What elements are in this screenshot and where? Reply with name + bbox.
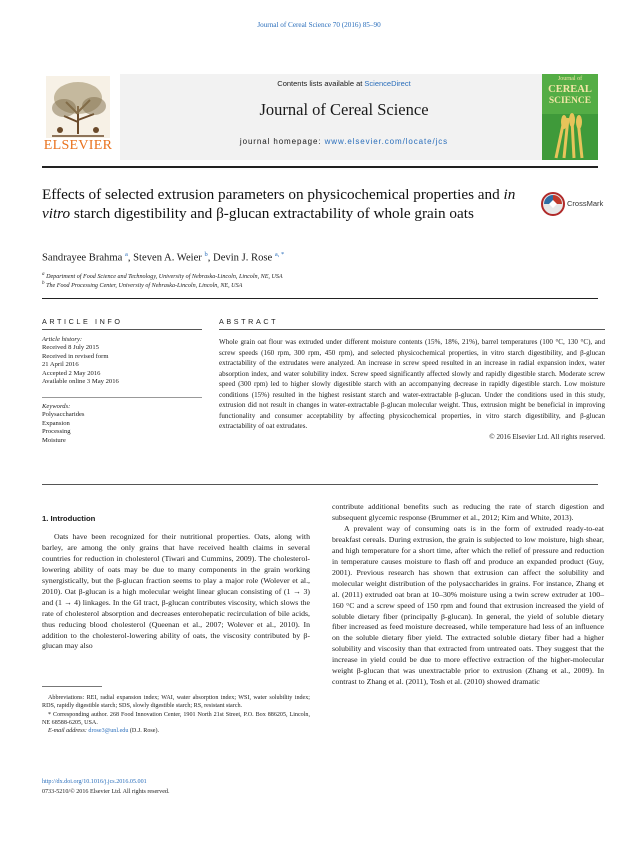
history-line: 21 April 2016 [42,361,79,369]
footnote-corresponding: * Corresponding author. 268 Food Innovation Center, 1901 North 21st Street, P.O. Box 886205, Lincoln, NE 68588-6205, USA. [42,711,310,726]
author-affiliation-mark[interactable]: b [204,251,208,258]
publisher-logo [42,74,114,160]
homepage-link[interactable]: www.elsevier.com/locate/jcs [324,137,449,146]
title-part-2: in vitro [42,186,516,223]
publisher-wordmark: ELSEVIER [43,138,113,153]
contents-line [120,79,568,88]
abstract-text: Whole grain oat flour was extruded under different moisture contents (15%, 18%, 21%), barrel temperatures (100 °C, 130 °C), and screw speeds (160 rpm, 300 rpm, 450 rpm), and selected physicochemical properties, in vitro starch digestibility, and β-glucan extractability of the extrudates were analyzed. An increase in screw speed resulted in an increase in radial expansion index, water absorption index, and water solubility index. Screw speed significantly affected slowly and rapidly digestible starch. Moderate screw speed (300 rpm) led to higher slowly digestible starch with an accompanying decrease in rapidly digestible starch. Low moisture conditions (15%) resulted in the highest resistant starch and water-extractable β-glucan. Under the conditions used in this study, extrusion did not result in changes in water-extractable β-glucan molecular weight. Thus, extrusion might be beneficial in improving functionality and consumer acceptability by affecting physicochemical properties, in vitro starch digestibility, and β-glucan extractability of oat extrudates. [219,338,605,430]
issn-line: 0733-5210/© 2016 Elsevier Ltd. All rights reserved. [42,789,170,795]
article-title [42,185,532,224]
article-info-heading: ARTICLE INFO [42,317,123,326]
article-info-rule [42,329,202,330]
crossmark-badge[interactable] [541,190,604,218]
keywords-block [42,403,84,445]
keyword: Expansion [42,419,70,427]
abstract-rule [219,329,605,330]
crossmark-icon [541,192,565,216]
footnote-rule [42,686,102,687]
cover-line-2: CEREAL [548,84,592,95]
history-line: Received 8 July 2015 [42,344,99,352]
journal-masthead [42,74,598,160]
crossmark-label: CrossMark [567,199,604,208]
homepage-line [120,137,568,146]
journal-cover [542,74,598,160]
history-line: Accepted 2 May 2016 [42,369,101,377]
doi-link[interactable]: http://dx.doi.org/10.1016/j.jcs.2016.05.001 [42,779,147,785]
keyword: Polysaccharides [42,411,85,419]
left-column [42,514,310,652]
affiliation-text: Department of Food Science and Technology, University of Nebraska-Lincoln, Lincoln, NE, USA [46,274,283,281]
header-rule [42,298,598,299]
masthead-center [120,74,568,160]
intro-paragraph-continuation: contribute additional benefits such as reducing the rate of starch digestion and subsequent glycemic response (Brummer et al., 2012; Kim and White, 2013). [332,502,604,522]
footnote-email-line [42,727,310,735]
history-line: Received in revised form [42,352,109,360]
author-list: Sandrayee Brahma $^a$, Steven A. Weier $^b$, Devin J. Rose $^{a, *}$ [42,251,285,264]
intro-paragraph-1: Oats have been recognized for their nutritional properties. Oats, along with barley, are among the only grains that have received health claims in several countries for reduction in cholesterol (Tiwari and Cummins, 2009). The cholesterol-lowering ability of oats may be due to many components in the grain working synergistically, but the β-glucan fraction seems to play a major role (Wolever et al., 2010). Oat β-glucan is a high molecular weight linear glucan consisting of (1 → 3) and (1 → 4) linkages. In the GI tract, β-glucan contributes viscosity, which slows the rate of cholesterol absorption and decreases enterohepatic recirculation of bile acids, thus reducing blood cholesterol (Queenan et al., 2007; Wolever et al., 2010). In addition to the cholesterol-lowering ability of oats, the viscosity contributed by β-glucan may also [42,531,310,651]
journal-name: Journal of Cereal Science [259,100,429,119]
author-affiliation-mark[interactable]: a, * [274,251,285,258]
article-history [42,336,119,386]
author-name: Devin J. Rose [213,252,273,264]
footnote-abbreviations: Abbreviations: REI, radial expansion index; WAI, water absorption index; WSI, water solubility index; RDS, rapidly digestible starch; SDS, slowly digestible starch; RS, resistant starch. [42,695,310,710]
history-line: Available online 3 May 2016 [42,378,119,386]
sciencedirect-link[interactable]: ScienceDirect [364,79,411,88]
title-part-1: Effects of selected extrusion parameters on physicochemical properties and [42,186,504,203]
abstract-body [219,337,605,442]
abstract-copyright: © 2016 Elsevier Ltd. All rights reserved. [489,432,605,441]
keyword: Processing [42,428,71,436]
footnotes [42,694,310,735]
author-affiliation-mark[interactable]: a [124,251,128,258]
abstract-heading: ABSTRACT [219,317,279,326]
email-link[interactable]: drose3@unl.edu [88,728,129,735]
right-column [332,502,604,688]
title-part-3: starch digestibility and β-glucan extractability of whole grain oats [70,205,474,223]
cover-line-3: SCIENCE [548,96,592,106]
running-head[interactable]: Journal of Cereal Science 70 (2016) 85–90 [257,21,381,29]
keywords-rule [42,397,202,398]
affiliation-a [42,271,283,280]
email-suffix: (D.J. Rose). [128,728,160,735]
keyword: Moisture [42,436,66,444]
body-rule [42,484,598,485]
author-name: Steven A. Weier [133,252,202,264]
homepage-prefix: journal homepage: [239,137,325,146]
masthead-rule [42,166,598,168]
affiliation-b [42,280,242,289]
affiliation-mark: a [42,271,45,277]
affiliation-mark: b [42,280,45,286]
contents-prefix: Contents lists available at [277,79,365,88]
author-name: Sandrayee Brahma [42,252,123,264]
email-label: E-mail address: [48,728,89,735]
keywords-label: Keywords: [42,403,71,410]
history-label: Article history: [42,336,83,343]
section-heading: 1. Introduction [42,514,96,523]
intro-paragraph-2: A prevalent way of consuming oats is in the form of extruded ready-to-eat breakfast cereals. During extrusion, the grain is subjected to low moisture, high shear, and high temperature for a short time, after which the relief of pressure and reduction in temperature causes moisture to flash off and produce an expanded product (Guy, 2001). Previous research has shown that extrusion can affect the solubility and molecular weight distribution of the polysaccharides in grains. For instance, Zhang et al. (2011) extruded oat bran at 10–30% moisture using a twin screw extruder at 100–160 °C and a screw speed of 150 rpm and found that extrusion increased the yield of soluble dietary fiber (principally β-glucan). In general, the yield of soluble dietary fiber increased as feed moisture decreased, while temperature had less of an influence on the soluble dietary fiber yield. The extracted soluble dietary fiber had a higher solubility and viscosity than that extracted from untreated oats. They suggest that the increase in yield could be due to more effective extraction of the higher-molecular weight β-glucan that was unextractable prior to extrusion (Zhang et al., 2009). In contrast to Zhang et al. (2011), Tosh et al. (2010) showed dramatic [332,523,604,687]
affiliation-text: The Food Processing Center, University of Nebraska-Lincoln, Lincoln, NE, USA [46,283,243,290]
cover-line-1: Journal of [557,76,583,82]
